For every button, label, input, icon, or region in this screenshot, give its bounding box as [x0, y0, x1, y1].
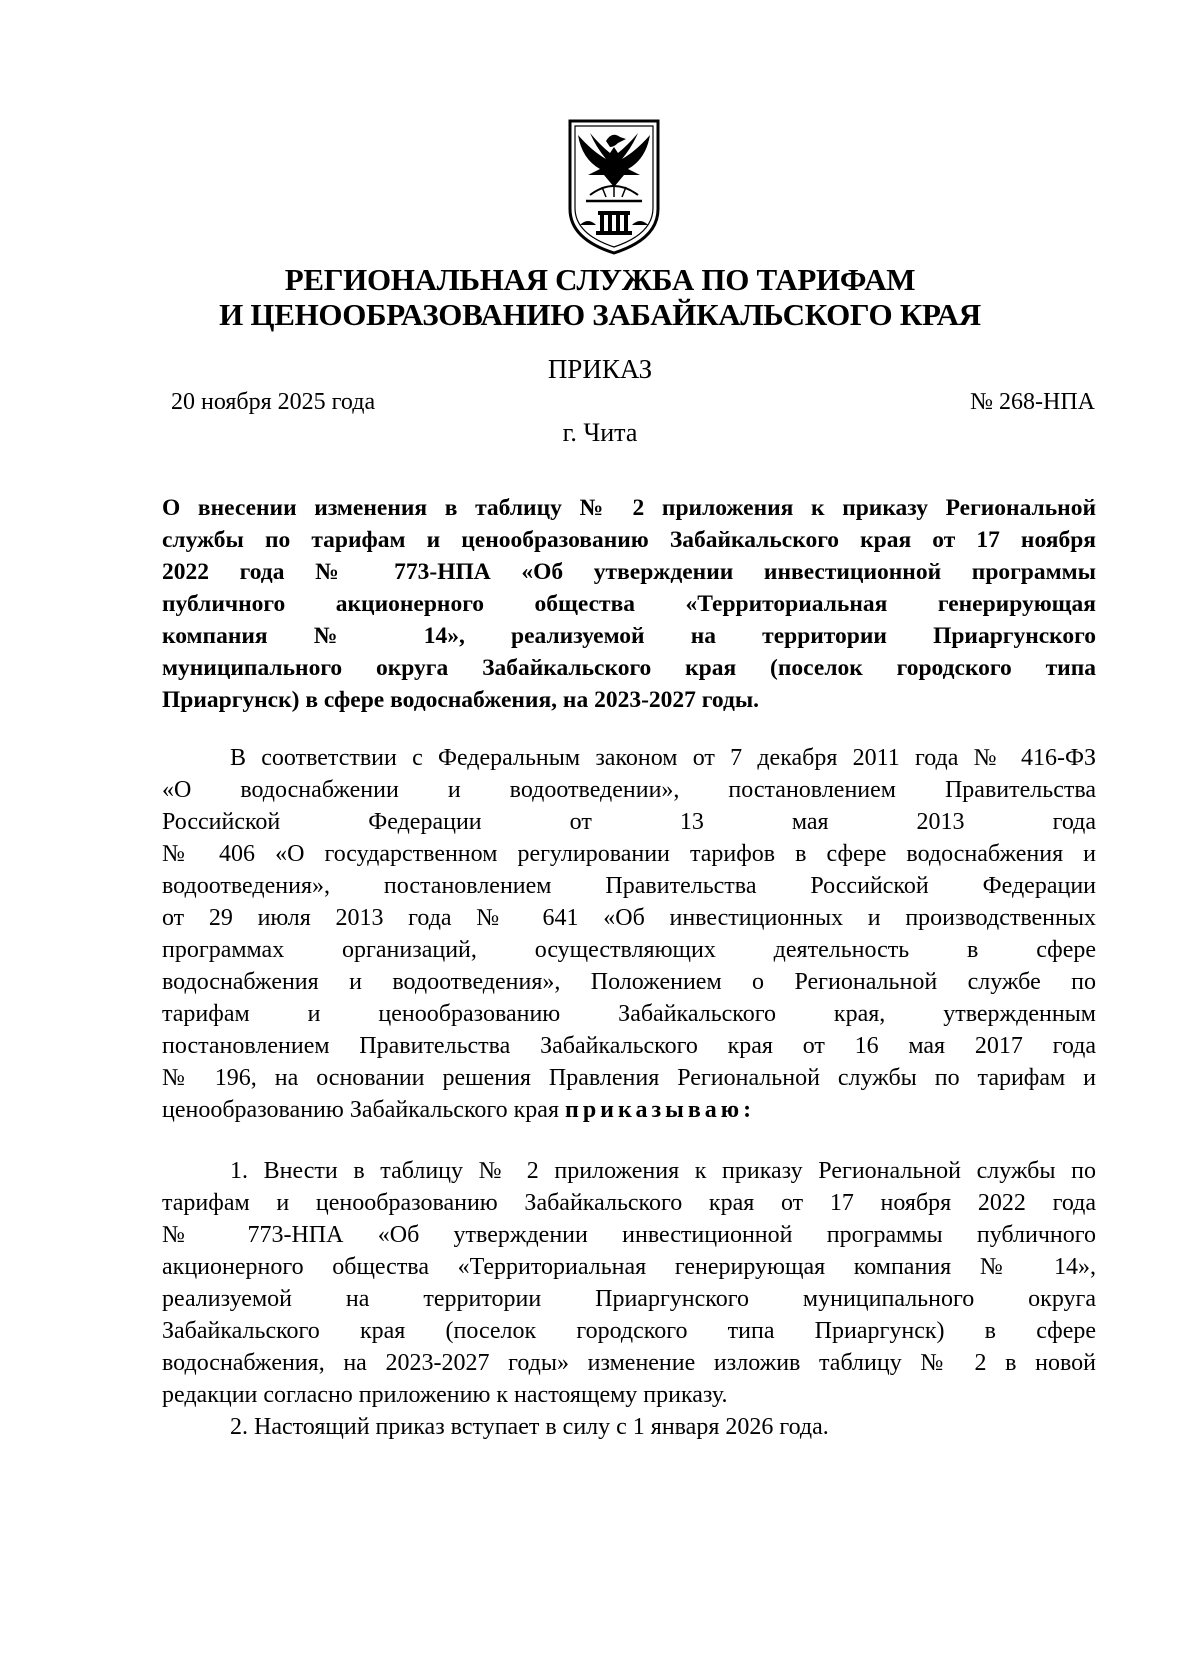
item-1-line: 1. Внести в таблицу № 2 приложения к приказу Региональной службы по — [230, 1158, 1096, 1184]
organization-title-line-2: И ЦЕНООБРАЗОВАНИЮ ЗАБАЙКАЛЬСКОГО КРАЯ — [219, 297, 981, 332]
preamble-line: от 29 июля 2013 года № 641 «Об инвестиционных и производственных — [162, 905, 1096, 931]
item-1-line: Забайкальского края (поселок городского типа Приаргунск) в сфере — [162, 1318, 1096, 1344]
subject-line: муниципального округа Забайкальского края (поселок городского типа — [162, 655, 1096, 681]
preamble-paragraph — [162, 742, 1096, 1126]
order-date: 20 ноября 2025 года — [171, 389, 376, 415]
subject-line: компания № 14», реализуемой на территории Приаргунского — [162, 623, 1096, 649]
preamble-line: тарифам и ценообразованию Забайкальского края, утвержденным — [162, 1001, 1096, 1027]
preamble-line: «О водоснабжении и водоотведении», постановлением Правительства — [162, 777, 1096, 803]
preamble-line: В соответствии с Федеральным законом от 7 декабря 2011 года № 416-ФЗ — [230, 745, 1096, 771]
order-items — [162, 1155, 1096, 1443]
item-1-line: редакции согласно приложению к настоящему приказу. — [162, 1382, 728, 1408]
subject-line: О внесении изменения в таблицу № 2 приложения к приказу Региональной — [162, 495, 1096, 521]
subject-line: службы по тарифам и ценообразованию Забайкальского края от 17 ноября — [162, 527, 1096, 553]
preamble-line: № 406 «О государственном регулировании тарифов в сфере водоснабжения и — [162, 841, 1096, 867]
preamble-line — [162, 1094, 1096, 1126]
subject-line: публичного акционерного общества «Территориальная генерирующая — [162, 591, 1096, 617]
preamble-line: постановлением Правительства Забайкальского края от 16 мая 2017 года — [162, 1033, 1096, 1059]
document-type-heading: ПРИКАЗ — [547, 354, 653, 384]
subject-line: Приаргунск) в сфере водоснабжения, на 2023-2027 годы. — [162, 687, 760, 713]
item-1-line: водоснабжения, на 2023-2027 годы» изменение изложив таблицу № 2 в новой — [162, 1350, 1096, 1376]
preamble-line: № 196, на основании решения Правления Региональной службы по тарифам и — [162, 1065, 1096, 1091]
preamble-line: Российской Федерации от 13 мая 2013 года — [162, 809, 1096, 835]
preamble-final-text: ценообразованию Забайкальского края — [162, 1097, 565, 1123]
item-1-line: реализуемой на территории Приаргунского муниципального округа — [162, 1286, 1096, 1312]
preamble-line: программах организаций, осуществляющих деятельность в сфере — [162, 937, 1096, 963]
organization-title-line-1: РЕГИОНАЛЬНАЯ СЛУЖБА ПО ТАРИФАМ — [284, 262, 916, 297]
order-number: № 268-НПА — [970, 389, 1095, 415]
item-2: 2. Настоящий приказ вступает в силу с 1 января 2026 года. — [230, 1414, 829, 1440]
item-1-line: № 773-НПА «Об утверждении инвестиционной программы публичного — [162, 1222, 1096, 1248]
item-1-line: тарифам и ценообразованию Забайкальского края от 17 ноября 2022 года — [162, 1190, 1096, 1216]
coat-of-arms-icon — [566, 117, 662, 255]
preamble-line: водоотведения», постановлением Правительства Российской Федерации — [162, 873, 1096, 899]
item-1-line: акционерного общества «Территориальная генерирующая компания № 14», — [162, 1254, 1096, 1280]
preamble-line: водоснабжения и водоотведения», Положением о Региональной службе по — [162, 969, 1096, 995]
order-city: г. Чита — [562, 418, 638, 447]
order-verb: приказываю: — [564, 1097, 756, 1123]
subject-line: 2022 года № 773-НПА «Об утверждении инвестиционной программы — [162, 559, 1096, 585]
order-subject — [162, 492, 1096, 716]
organization-title — [160, 262, 1040, 332]
